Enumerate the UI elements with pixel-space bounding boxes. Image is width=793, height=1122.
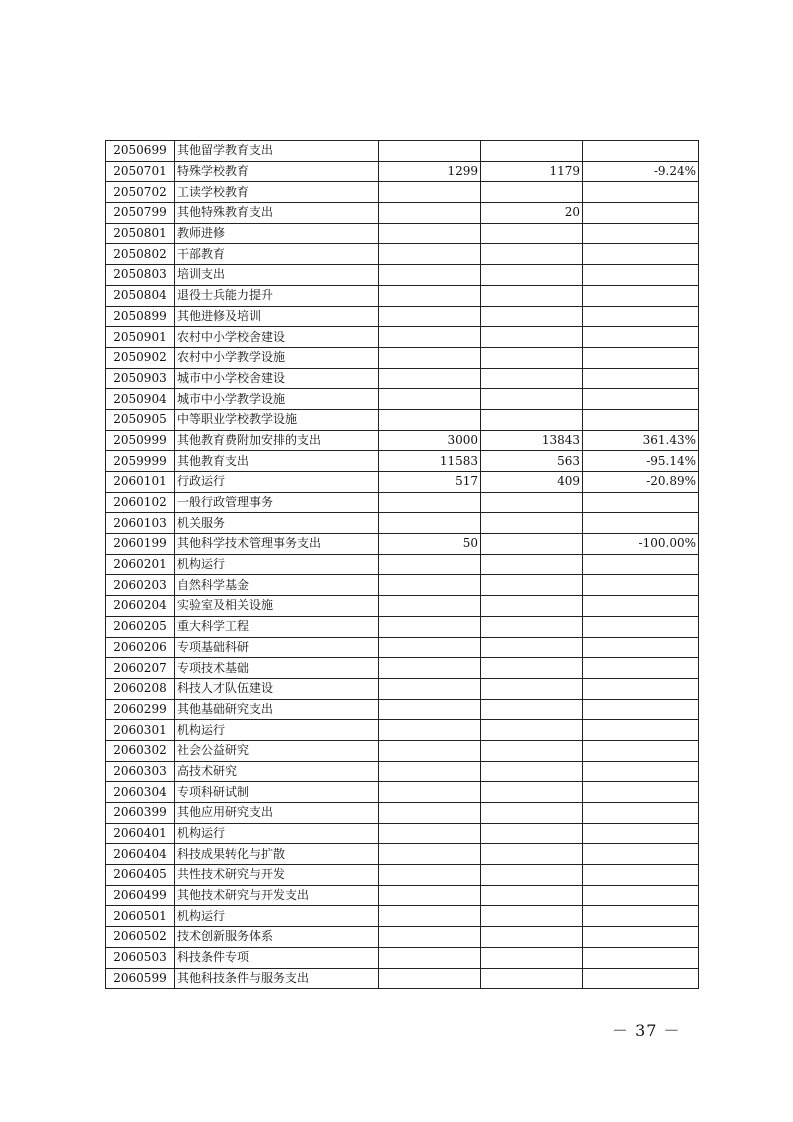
value-1-cell	[379, 182, 481, 203]
table-row	[106, 161, 699, 182]
item-code-cell: 2060199	[106, 534, 175, 555]
item-code-cell: 2060101	[106, 472, 175, 493]
table-row	[106, 327, 699, 348]
value-1-cell	[379, 244, 481, 265]
value-1-cell	[379, 927, 481, 948]
table-row	[106, 492, 699, 513]
table-row	[106, 451, 699, 472]
table-row	[106, 285, 699, 306]
change-percent-cell	[583, 368, 699, 389]
table-row	[106, 389, 699, 410]
item-code-cell: 2060404	[106, 844, 175, 865]
item-name-cell: 一般行政管理事务	[175, 492, 379, 513]
budget-table-body	[106, 141, 699, 989]
value-2-cell	[481, 265, 583, 286]
item-name-cell: 城市中小学校舍建设	[175, 368, 379, 389]
value-2-cell	[481, 740, 583, 761]
item-name-cell: 科技人才队伍建设	[175, 678, 379, 699]
change-percent-cell	[583, 678, 699, 699]
table-row	[106, 306, 699, 327]
change-percent-cell	[583, 761, 699, 782]
value-2-cell	[481, 409, 583, 430]
change-percent-cell	[583, 203, 699, 224]
item-name-cell: 教师进修	[175, 223, 379, 244]
value-2-cell	[481, 306, 583, 327]
item-code-cell: 2060203	[106, 575, 175, 596]
value-2-cell	[481, 865, 583, 886]
value-2-cell	[481, 596, 583, 617]
table-row	[106, 409, 699, 430]
change-percent-cell	[583, 885, 699, 906]
table-row	[106, 740, 699, 761]
value-1-cell	[379, 285, 481, 306]
change-percent-cell	[583, 575, 699, 596]
item-name-cell: 专项基础科研	[175, 637, 379, 658]
change-percent-cell	[583, 740, 699, 761]
change-percent-cell	[583, 782, 699, 803]
item-code-cell: 2060102	[106, 492, 175, 513]
item-code-cell: 2050803	[106, 265, 175, 286]
value-1-cell: 50	[379, 534, 481, 555]
item-code-cell: 2060207	[106, 658, 175, 679]
value-1-cell	[379, 141, 481, 162]
change-percent-cell	[583, 637, 699, 658]
item-name-cell: 其他进修及培训	[175, 306, 379, 327]
value-1-cell	[379, 637, 481, 658]
item-name-cell: 其他应用研究支出	[175, 803, 379, 824]
value-2-cell	[481, 927, 583, 948]
change-percent-cell	[583, 823, 699, 844]
item-name-cell: 实验室及相关设施	[175, 596, 379, 617]
value-2-cell	[481, 658, 583, 679]
value-1-cell	[379, 513, 481, 534]
table-row	[106, 844, 699, 865]
item-name-cell: 其他教育费附加安排的支出	[175, 430, 379, 451]
change-percent-cell	[583, 306, 699, 327]
table-row	[106, 658, 699, 679]
value-1-cell	[379, 327, 481, 348]
item-name-cell: 专项科研试制	[175, 782, 379, 803]
item-code-cell: 2060303	[106, 761, 175, 782]
value-2-cell	[481, 885, 583, 906]
change-percent-cell	[583, 182, 699, 203]
table-row	[106, 699, 699, 720]
value-1-cell	[379, 761, 481, 782]
item-code-cell: 2060301	[106, 720, 175, 741]
item-code-cell: 2050901	[106, 327, 175, 348]
item-name-cell: 重大科学工程	[175, 616, 379, 637]
value-2-cell	[481, 244, 583, 265]
value-1-cell	[379, 885, 481, 906]
value-1-cell	[379, 947, 481, 968]
change-percent-cell	[583, 244, 699, 265]
item-code-cell: 2060204	[106, 596, 175, 617]
item-code-cell: 2050905	[106, 409, 175, 430]
item-code-cell: 2060503	[106, 947, 175, 968]
item-name-cell: 行政运行	[175, 472, 379, 493]
page-number: － 37 －	[612, 1021, 681, 1040]
change-percent-cell	[583, 968, 699, 989]
item-code-cell: 2050701	[106, 161, 175, 182]
value-2-cell	[481, 492, 583, 513]
table-row	[106, 616, 699, 637]
table-row	[106, 347, 699, 368]
table-row	[106, 554, 699, 575]
value-1-cell: 1299	[379, 161, 481, 182]
table-row	[106, 223, 699, 244]
change-percent-cell: -95.14%	[583, 451, 699, 472]
change-percent-cell: -9.24%	[583, 161, 699, 182]
item-code-cell: 2060599	[106, 968, 175, 989]
change-percent-cell	[583, 513, 699, 534]
change-percent-cell	[583, 947, 699, 968]
item-name-cell: 中等职业学校教学设施	[175, 409, 379, 430]
table-row	[106, 968, 699, 989]
change-percent-cell	[583, 327, 699, 348]
value-1-cell	[379, 265, 481, 286]
value-2-cell	[481, 947, 583, 968]
value-1-cell: 11583	[379, 451, 481, 472]
change-percent-cell	[583, 492, 699, 513]
value-2-cell	[481, 285, 583, 306]
item-code-cell: 2050999	[106, 430, 175, 451]
table-row	[106, 823, 699, 844]
value-1-cell	[379, 740, 481, 761]
change-percent-cell: 361.43%	[583, 430, 699, 451]
table-row	[106, 430, 699, 451]
table-row	[106, 368, 699, 389]
item-code-cell: 2059999	[106, 451, 175, 472]
value-2-cell: 20	[481, 203, 583, 224]
value-1-cell: 3000	[379, 430, 481, 451]
value-1-cell	[379, 223, 481, 244]
table-row	[106, 761, 699, 782]
item-name-cell: 机构运行	[175, 823, 379, 844]
table-row	[106, 720, 699, 741]
item-name-cell: 培训支出	[175, 265, 379, 286]
item-code-cell: 2060103	[106, 513, 175, 534]
value-1-cell	[379, 844, 481, 865]
change-percent-cell	[583, 616, 699, 637]
value-1-cell	[379, 968, 481, 989]
value-1-cell	[379, 865, 481, 886]
item-name-cell: 其他基础研究支出	[175, 699, 379, 720]
value-1-cell	[379, 906, 481, 927]
item-name-cell: 机关服务	[175, 513, 379, 534]
value-1-cell	[379, 596, 481, 617]
item-name-cell: 特殊学校教育	[175, 161, 379, 182]
item-code-cell: 2050702	[106, 182, 175, 203]
table-row	[106, 575, 699, 596]
value-2-cell: 409	[481, 472, 583, 493]
change-percent-cell	[583, 658, 699, 679]
value-2-cell: 13843	[481, 430, 583, 451]
item-name-cell: 干部教育	[175, 244, 379, 265]
change-percent-cell	[583, 906, 699, 927]
value-2-cell	[481, 968, 583, 989]
value-2-cell	[481, 782, 583, 803]
value-2-cell: 1179	[481, 161, 583, 182]
item-code-cell: 2050804	[106, 285, 175, 306]
item-name-cell: 其他科技条件与服务支出	[175, 968, 379, 989]
item-name-cell: 自然科学基金	[175, 575, 379, 596]
value-1-cell	[379, 554, 481, 575]
change-percent-cell	[583, 409, 699, 430]
table-row	[106, 782, 699, 803]
value-1-cell	[379, 699, 481, 720]
item-code-cell: 2060205	[106, 616, 175, 637]
change-percent-cell	[583, 865, 699, 886]
item-code-cell: 2050904	[106, 389, 175, 410]
value-1-cell	[379, 306, 481, 327]
item-code-cell: 2060299	[106, 699, 175, 720]
item-name-cell: 机构运行	[175, 906, 379, 927]
value-2-cell	[481, 513, 583, 534]
value-2-cell	[481, 182, 583, 203]
value-2-cell	[481, 844, 583, 865]
change-percent-cell	[583, 699, 699, 720]
table-row	[106, 637, 699, 658]
value-2-cell	[481, 347, 583, 368]
value-2-cell	[481, 678, 583, 699]
value-1-cell	[379, 658, 481, 679]
table-row	[106, 182, 699, 203]
change-percent-cell	[583, 554, 699, 575]
table-row	[106, 596, 699, 617]
item-name-cell: 科技条件专项	[175, 947, 379, 968]
change-percent-cell: -100.00%	[583, 534, 699, 555]
value-2-cell	[481, 327, 583, 348]
value-2-cell	[481, 141, 583, 162]
value-2-cell	[481, 761, 583, 782]
budget-table	[105, 140, 699, 989]
table-row	[106, 678, 699, 699]
item-code-cell: 2050899	[106, 306, 175, 327]
change-percent-cell	[583, 844, 699, 865]
item-code-cell: 2060502	[106, 927, 175, 948]
value-1-cell	[379, 782, 481, 803]
item-code-cell: 2060405	[106, 865, 175, 886]
item-name-cell: 机构运行	[175, 720, 379, 741]
value-2-cell	[481, 534, 583, 555]
table-row	[106, 203, 699, 224]
value-2-cell	[481, 616, 583, 637]
value-1-cell	[379, 492, 481, 513]
table-row	[106, 865, 699, 886]
item-name-cell: 其他教育支出	[175, 451, 379, 472]
change-percent-cell	[583, 596, 699, 617]
value-1-cell: 517	[379, 472, 481, 493]
item-code-cell: 2060401	[106, 823, 175, 844]
value-1-cell	[379, 368, 481, 389]
table-row	[106, 885, 699, 906]
item-name-cell: 社会公益研究	[175, 740, 379, 761]
item-code-cell: 2060399	[106, 803, 175, 824]
item-code-cell: 2060499	[106, 885, 175, 906]
item-code-cell: 2060201	[106, 554, 175, 575]
table-row	[106, 927, 699, 948]
value-1-cell	[379, 409, 481, 430]
value-1-cell	[379, 616, 481, 637]
item-code-cell: 2060302	[106, 740, 175, 761]
item-code-cell: 2050801	[106, 223, 175, 244]
table-row	[106, 947, 699, 968]
change-percent-cell	[583, 347, 699, 368]
value-1-cell	[379, 347, 481, 368]
item-name-cell: 其他特殊教育支出	[175, 203, 379, 224]
item-code-cell: 2050903	[106, 368, 175, 389]
item-name-cell: 高技术研究	[175, 761, 379, 782]
item-code-cell: 2060501	[106, 906, 175, 927]
item-code-cell: 2050699	[106, 141, 175, 162]
item-name-cell: 城市中小学教学设施	[175, 389, 379, 410]
value-2-cell	[481, 575, 583, 596]
table-row	[106, 803, 699, 824]
value-1-cell	[379, 203, 481, 224]
change-percent-cell	[583, 141, 699, 162]
change-percent-cell	[583, 285, 699, 306]
value-1-cell	[379, 720, 481, 741]
item-code-cell: 2050802	[106, 244, 175, 265]
item-name-cell: 其他留学教育支出	[175, 141, 379, 162]
value-2-cell	[481, 637, 583, 658]
item-name-cell: 技术创新服务体系	[175, 927, 379, 948]
item-code-cell: 2050799	[106, 203, 175, 224]
change-percent-cell	[583, 927, 699, 948]
item-name-cell: 共性技术研究与开发	[175, 865, 379, 886]
item-code-cell: 2050902	[106, 347, 175, 368]
change-percent-cell	[583, 803, 699, 824]
change-percent-cell	[583, 389, 699, 410]
value-2-cell	[481, 389, 583, 410]
change-percent-cell	[583, 720, 699, 741]
table-row	[106, 244, 699, 265]
value-2-cell	[481, 699, 583, 720]
value-2-cell	[481, 906, 583, 927]
item-name-cell: 科技成果转化与扩散	[175, 844, 379, 865]
value-2-cell	[481, 720, 583, 741]
table-row	[106, 513, 699, 534]
value-2-cell	[481, 823, 583, 844]
item-code-cell: 2060208	[106, 678, 175, 699]
value-1-cell	[379, 575, 481, 596]
item-name-cell: 其他科学技术管理事务支出	[175, 534, 379, 555]
table-row	[106, 141, 699, 162]
table-row	[106, 906, 699, 927]
item-name-cell: 农村中小学教学设施	[175, 347, 379, 368]
value-2-cell	[481, 554, 583, 575]
item-name-cell: 专项技术基础	[175, 658, 379, 679]
change-percent-cell: -20.89%	[583, 472, 699, 493]
value-2-cell	[481, 803, 583, 824]
table-row	[106, 472, 699, 493]
change-percent-cell	[583, 265, 699, 286]
item-name-cell: 农村中小学校舍建设	[175, 327, 379, 348]
value-1-cell	[379, 823, 481, 844]
item-name-cell: 工读学校教育	[175, 182, 379, 203]
value-2-cell	[481, 223, 583, 244]
item-name-cell: 机构运行	[175, 554, 379, 575]
value-2-cell: 563	[481, 451, 583, 472]
item-code-cell: 2060206	[106, 637, 175, 658]
item-name-cell: 退役士兵能力提升	[175, 285, 379, 306]
item-code-cell: 2060304	[106, 782, 175, 803]
table-row	[106, 534, 699, 555]
value-1-cell	[379, 389, 481, 410]
value-1-cell	[379, 803, 481, 824]
value-2-cell	[481, 368, 583, 389]
change-percent-cell	[583, 223, 699, 244]
table-row	[106, 265, 699, 286]
item-name-cell: 其他技术研究与开发支出	[175, 885, 379, 906]
value-1-cell	[379, 678, 481, 699]
